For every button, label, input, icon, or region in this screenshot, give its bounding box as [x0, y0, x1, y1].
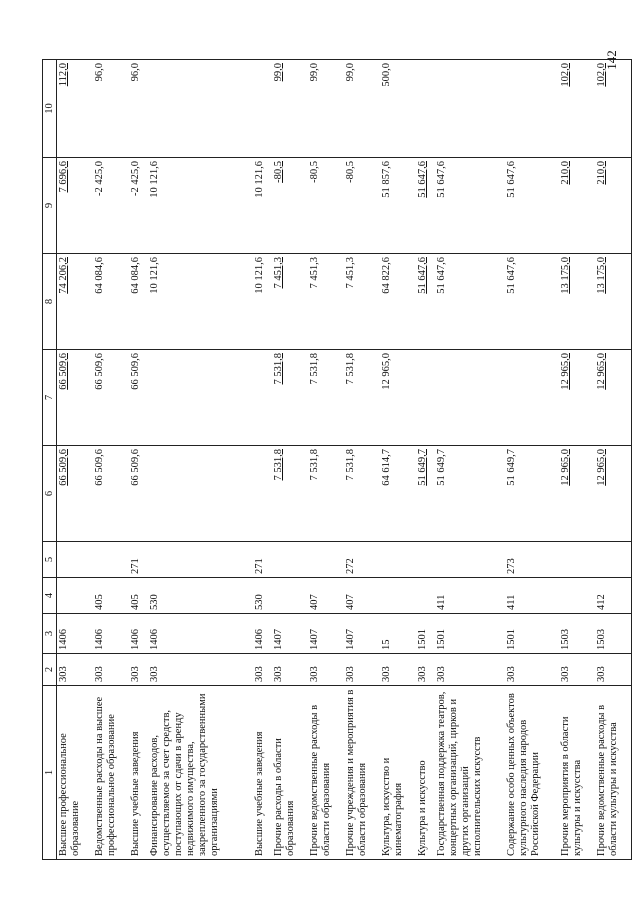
page-number: 142	[604, 50, 619, 70]
table-row	[148, 60, 253, 860]
expense-type-cell: 273	[505, 542, 558, 578]
amount-cell: 66 509,6	[57, 446, 94, 542]
amount-cell: 66 509,6	[93, 350, 129, 446]
amount-cell: 64 084,6	[93, 254, 129, 350]
amount-cell: 7 451,3	[308, 254, 344, 350]
target-code-cell	[272, 578, 308, 614]
column-header: 10	[43, 60, 57, 158]
row-name-cell: Культура и искусство	[416, 686, 435, 860]
expense-type-cell	[93, 542, 129, 578]
table-body	[57, 60, 632, 860]
target-code-cell: 407	[308, 578, 344, 614]
amount-cell	[505, 350, 558, 446]
difference-cell: 10 121,6	[148, 158, 253, 254]
amount-cell: 7 531,8	[272, 446, 308, 542]
row-name-cell: Культура, искусство и кинематография	[380, 686, 416, 860]
section-code-cell: 303	[308, 654, 344, 686]
section-code-cell: 303	[253, 654, 272, 686]
table-row	[253, 60, 272, 860]
percent-cell: 99,0	[272, 60, 308, 158]
amount-cell: 66 509,6	[129, 446, 148, 542]
percent-cell	[505, 60, 558, 158]
subsection-code-cell: 1406	[148, 614, 253, 654]
expense-type-cell	[380, 542, 416, 578]
percent-cell: 96,0	[129, 60, 148, 158]
table-row	[308, 60, 344, 860]
subsection-code-cell: 1503	[559, 614, 595, 654]
percent-cell: 96,0	[93, 60, 129, 158]
subsection-code-cell: 1407	[308, 614, 344, 654]
row-name-cell: Прочие расходы в области образования	[272, 686, 308, 860]
target-code-cell	[57, 578, 94, 614]
difference-cell: 7 696,6	[57, 158, 94, 254]
expense-type-cell	[435, 542, 506, 578]
difference-cell: -2 425,0	[93, 158, 129, 254]
row-name-cell: Финансирование расходов, осуществляемое за счет средств, поступающих от сдачи в аренду недвижимого имущества, закрепленного за государственными организациями	[148, 686, 253, 860]
row-name-cell: Ведомственные расходы на высшее профессиональное образование	[93, 686, 129, 860]
section-code-cell: 303	[559, 654, 595, 686]
expense-type-cell: 271	[253, 542, 272, 578]
amount-cell: 7 531,8	[308, 350, 344, 446]
difference-cell: -80,5	[308, 158, 344, 254]
amount-cell: 64 822,6	[380, 254, 416, 350]
expense-type-cell	[148, 542, 253, 578]
table-row	[272, 60, 308, 860]
difference-cell: -80,5	[344, 158, 380, 254]
row-name-cell: Высшие учебные заведения	[129, 686, 148, 860]
budget-table	[42, 59, 632, 860]
row-name-cell: Высшие учебные заведения	[253, 686, 272, 860]
section-code-cell: 303	[416, 654, 435, 686]
target-code-cell	[416, 578, 435, 614]
subsection-code-cell: 1406	[129, 614, 148, 654]
amount-cell	[435, 350, 506, 446]
difference-cell: -80,5	[272, 158, 308, 254]
difference-cell: 51 647,6	[435, 158, 506, 254]
amount-cell: 64 084,6	[129, 254, 148, 350]
amount-cell	[148, 446, 253, 542]
amount-cell	[148, 350, 253, 446]
percent-cell: 99,0	[308, 60, 344, 158]
table-row	[344, 60, 380, 860]
section-code-cell: 303	[57, 654, 94, 686]
amount-cell: 64 614,7	[380, 446, 416, 542]
subsection-code-cell: 1406	[57, 614, 94, 654]
amount-cell: 51 649,7	[416, 446, 435, 542]
row-name-cell: Прочие ведомственные расходы в области образования	[308, 686, 344, 860]
column-header: 3	[43, 614, 57, 654]
amount-cell	[416, 350, 435, 446]
subsection-code-cell: 15	[380, 614, 416, 654]
header-row	[43, 60, 57, 860]
target-code-cell	[380, 578, 416, 614]
subsection-code-cell: 1501	[435, 614, 506, 654]
amount-cell: 7 531,8	[272, 350, 308, 446]
difference-cell: 51 647,6	[505, 158, 558, 254]
table-row	[129, 60, 148, 860]
amount-cell: 51 649,7	[505, 446, 558, 542]
table-row	[505, 60, 558, 860]
subsection-code-cell: 1407	[344, 614, 380, 654]
percent-cell	[435, 60, 506, 158]
expense-type-cell	[595, 542, 632, 578]
amount-cell: 51 647,6	[505, 254, 558, 350]
amount-cell	[253, 350, 272, 446]
expense-type-cell: 271	[129, 542, 148, 578]
percent-cell: 500,0	[380, 60, 416, 158]
difference-cell: 51 647,6	[416, 158, 435, 254]
target-code-cell: 530	[148, 578, 253, 614]
amount-cell: 10 121,6	[148, 254, 253, 350]
amount-cell: 13 175,0	[595, 254, 632, 350]
section-code-cell: 303	[380, 654, 416, 686]
percent-cell	[253, 60, 272, 158]
column-header: 1	[43, 686, 57, 860]
column-header: 8	[43, 254, 57, 350]
table-row	[559, 60, 595, 860]
target-code-cell: 405	[129, 578, 148, 614]
amount-cell: 13 175,0	[559, 254, 595, 350]
column-header: 9	[43, 158, 57, 254]
target-code-cell: 405	[93, 578, 129, 614]
column-header: 5	[43, 542, 57, 578]
amount-cell: 51 647,6	[416, 254, 435, 350]
target-code-cell	[559, 578, 595, 614]
amount-cell: 12 965,0	[380, 350, 416, 446]
table-row	[435, 60, 506, 860]
expense-type-cell	[308, 542, 344, 578]
row-name-cell: Прочие мероприятия в области культуры и искусства	[559, 686, 595, 860]
amount-cell: 7 531,8	[344, 350, 380, 446]
section-code-cell: 303	[129, 654, 148, 686]
section-code-cell: 303	[505, 654, 558, 686]
difference-cell: -2 425,0	[129, 158, 148, 254]
amount-cell: 12 965,0	[559, 350, 595, 446]
column-header: 6	[43, 446, 57, 542]
row-name-cell: Высшее профессиональное образование	[57, 686, 94, 860]
target-code-cell: 530	[253, 578, 272, 614]
column-header: 2	[43, 654, 57, 686]
expense-type-cell	[272, 542, 308, 578]
amount-cell: 10 121,6	[253, 254, 272, 350]
row-name-cell: Государственная поддержка театров, концертных организаций, цирков и других организаций исполнительских искусств	[435, 686, 506, 860]
subsection-code-cell: 1406	[253, 614, 272, 654]
amount-cell: 12 965,0	[595, 446, 632, 542]
subsection-code-cell: 1406	[93, 614, 129, 654]
section-code-cell: 303	[435, 654, 506, 686]
table-row	[57, 60, 94, 860]
column-header: 4	[43, 578, 57, 614]
amount-cell: 12 965,0	[559, 446, 595, 542]
subsection-code-cell: 1407	[272, 614, 308, 654]
target-code-cell: 411	[505, 578, 558, 614]
expense-type-cell: 272	[344, 542, 380, 578]
percent-cell	[148, 60, 253, 158]
amount-cell: 7 451,3	[272, 254, 308, 350]
amount-cell: 7 451,3	[344, 254, 380, 350]
table-row	[595, 60, 632, 860]
row-name-cell: Прочие ведомственные расходы в области культуры и искусства	[595, 686, 632, 860]
row-name-cell: Прочие учреждения и мероприятия в области образования	[344, 686, 380, 860]
amount-cell: 66 509,6	[129, 350, 148, 446]
difference-cell: 210,0	[595, 158, 632, 254]
subsection-code-cell: 1501	[505, 614, 558, 654]
section-code-cell: 303	[272, 654, 308, 686]
amount-cell: 51 649,7	[435, 446, 506, 542]
amount-cell: 66 509,6	[93, 446, 129, 542]
amount-cell: 12 965,0	[595, 350, 632, 446]
difference-cell: 51 857,6	[380, 158, 416, 254]
amount-cell: 74 206,2	[57, 254, 94, 350]
percent-cell: 99,0	[344, 60, 380, 158]
amount-cell: 7 531,8	[344, 446, 380, 542]
column-header: 7	[43, 350, 57, 446]
table-row	[416, 60, 435, 860]
percent-cell: 102,0	[595, 60, 632, 158]
section-code-cell: 303	[595, 654, 632, 686]
amount-cell	[253, 446, 272, 542]
subsection-code-cell: 1501	[416, 614, 435, 654]
target-code-cell: 407	[344, 578, 380, 614]
amount-cell: 66 509,6	[57, 350, 94, 446]
row-name-cell: Содержание особо ценных объектов культурного наследия народов Российской Федерации	[505, 686, 558, 860]
percent-cell: 102,0	[559, 60, 595, 158]
expense-type-cell	[416, 542, 435, 578]
difference-cell: 10 121,6	[253, 158, 272, 254]
section-code-cell: 303	[344, 654, 380, 686]
target-code-cell: 412	[595, 578, 632, 614]
target-code-cell: 411	[435, 578, 506, 614]
difference-cell: 210,0	[559, 158, 595, 254]
expense-type-cell	[57, 542, 94, 578]
section-code-cell: 303	[93, 654, 129, 686]
table-row	[380, 60, 416, 860]
table-row	[93, 60, 129, 860]
section-code-cell: 303	[148, 654, 253, 686]
expense-type-cell	[559, 542, 595, 578]
amount-cell: 51 647,6	[435, 254, 506, 350]
subsection-code-cell: 1503	[595, 614, 632, 654]
amount-cell: 7 531,8	[308, 446, 344, 542]
percent-cell	[416, 60, 435, 158]
percent-cell: 112,0	[57, 60, 94, 158]
